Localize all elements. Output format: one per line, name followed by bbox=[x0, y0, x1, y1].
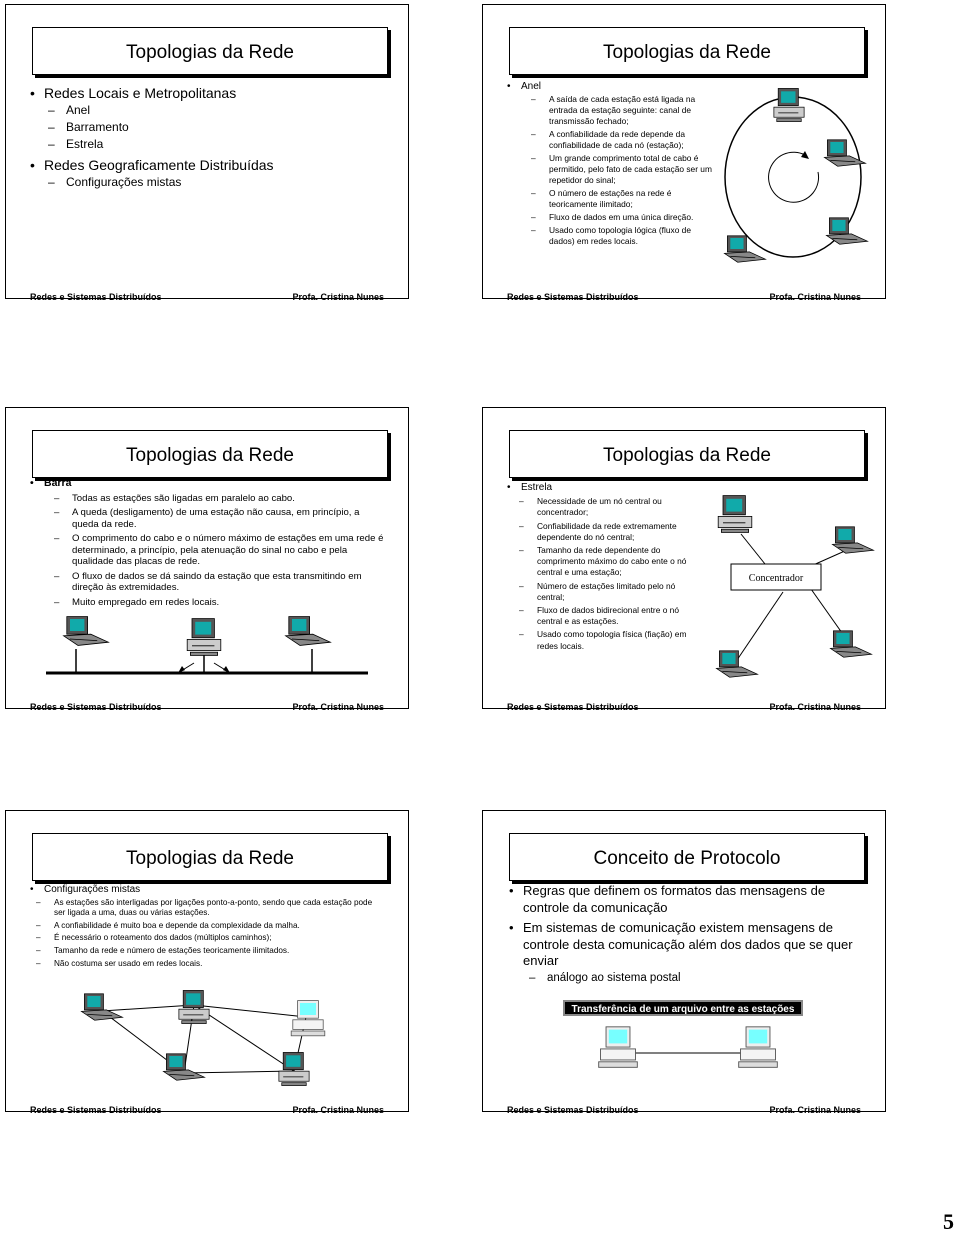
star-station-top-left bbox=[718, 496, 752, 533]
mesh-station-2 bbox=[179, 990, 209, 1023]
transfer-banner-text: Transferência de um arquivo entre as estações bbox=[571, 1004, 795, 1015]
footer-course: Redes e Sistemas Distribuídos bbox=[507, 292, 639, 302]
sub-bullet-item: – Estrela bbox=[46, 136, 396, 153]
slide-title: Topologias da Rede bbox=[509, 27, 865, 75]
footer-author: Profa. Cristina Nunes bbox=[292, 292, 384, 302]
transfer-banner bbox=[563, 1000, 803, 1016]
mesh-station-5 bbox=[279, 1052, 309, 1085]
slide-1-content bbox=[26, 85, 396, 191]
slide-5-content bbox=[26, 885, 382, 969]
mesh-station-1 bbox=[81, 994, 122, 1020]
slide-1 bbox=[5, 4, 409, 302]
mesh-diagram bbox=[76, 989, 346, 1089]
ring-diagram bbox=[713, 87, 883, 267]
sub-bullet-item: – O fluxo de dados se dá saindo da estação que esta transmitindo em direção às extremidades. bbox=[52, 571, 384, 594]
bus-diagram bbox=[36, 613, 376, 683]
bullet-heading: • Estrela bbox=[503, 482, 703, 493]
sub-bullet-item: – É necessário o roteamento dos dados (múltiplos caminhos); bbox=[34, 933, 382, 944]
footer-course: Redes e Sistemas Distribuídos bbox=[30, 1105, 162, 1115]
sub-bullet-item: – Configurações mistas bbox=[46, 174, 396, 191]
bullet-item: • Redes Locais e Metropolitanas bbox=[26, 85, 396, 102]
bullet-item: • Redes Geograficamente Distribuídas bbox=[26, 157, 396, 174]
bus-station-center bbox=[187, 619, 221, 656]
mesh-station-3 bbox=[291, 1001, 325, 1036]
sub-bullet-item: – Não costuma ser usado em redes locais. bbox=[34, 959, 382, 970]
slide-title: Conceito de Protocolo bbox=[509, 833, 865, 881]
slide-title: Topologias da Rede bbox=[32, 430, 388, 478]
star-station-right-lower bbox=[830, 631, 871, 657]
sub-bullet-item: – A queda (desligamento) de uma estação não causa, em princípio, a queda da rede. bbox=[52, 507, 384, 530]
slide-6-content bbox=[505, 883, 865, 986]
sub-bullet-item: – Barramento bbox=[46, 119, 396, 136]
slide-5 bbox=[5, 810, 409, 1115]
slide-2-content bbox=[503, 81, 718, 247]
bullet-item: • Em sistemas de comunicação existem mensagens de controle desta comunicação além dos dados que se quer enviar bbox=[505, 920, 865, 970]
hub-label: Concentrador bbox=[748, 573, 804, 584]
slide-title: Topologias da Rede bbox=[509, 430, 865, 478]
slide-6 bbox=[482, 810, 886, 1115]
sub-bullet-item: – A confiabilidade da rede depende da confiabilidade de cada nó (estação); bbox=[529, 129, 718, 151]
transfer-station-left bbox=[599, 1027, 638, 1067]
slide-3 bbox=[5, 407, 409, 712]
star-station-right-upper bbox=[832, 527, 873, 553]
sub-bullet-item: – Confiabilidade da rede extremamente dependente do nó central; bbox=[517, 521, 703, 543]
sub-bullet-item: – Usado como topologia física (fiação) em redes locais. bbox=[517, 629, 703, 651]
slide-3-content bbox=[26, 478, 384, 608]
slide-4 bbox=[482, 407, 886, 712]
sub-bullet-item: – As estações são interligadas por ligações ponto-a-ponto, sendo que cada estação pode ser ligada a uma, duas ou várias estações. bbox=[34, 898, 382, 919]
footer-course: Redes e Sistemas Distribuídos bbox=[30, 702, 162, 712]
ring-station-right-lower bbox=[826, 218, 867, 244]
sub-bullet-item: – Fluxo de dados em uma única direção. bbox=[529, 212, 718, 223]
sub-bullet-item: – Anel bbox=[46, 102, 396, 119]
bus-station-right bbox=[286, 617, 331, 646]
sub-bullet-item: – O comprimento do cabo e o número máximo de estações em uma rede é determinado, a princípio, pela atenuação do sinal no cabo e pela qualidade das placas de rede. bbox=[52, 533, 384, 568]
sub-bullet-item: – Um grande comprimento total de cabo é permitido, pelo fato de cada estação ser um repetidor do sinal; bbox=[529, 153, 718, 186]
star-station-bottom-left bbox=[716, 651, 757, 677]
sub-bullet-item: – Necessidade de um nó central ou concentrador; bbox=[517, 496, 703, 518]
sub-bullet-item: – Tamanho da rede e número de estações teoricamente ilimitados. bbox=[34, 946, 382, 957]
mesh-station-4 bbox=[163, 1054, 204, 1080]
sub-bullet-item: – Usado como topologia lógica (fluxo de dados) em redes locais. bbox=[529, 225, 718, 247]
sub-bullet-item: – Muito empregado em redes locais. bbox=[52, 597, 384, 609]
slide-title: Topologias da Rede bbox=[32, 833, 388, 881]
footer-author: Profa. Cristina Nunes bbox=[769, 702, 861, 712]
footer-author: Profa. Cristina Nunes bbox=[769, 1105, 861, 1115]
transfer-diagram bbox=[593, 1023, 783, 1075]
ring-station-right-upper bbox=[824, 140, 865, 166]
footer-course: Redes e Sistemas Distribuídos bbox=[507, 702, 639, 712]
star-diagram bbox=[701, 494, 883, 684]
bullet-heading: • Barra bbox=[26, 478, 384, 490]
bus-station-left bbox=[64, 617, 109, 646]
sub-bullet-item: – análogo ao sistema postal bbox=[527, 970, 865, 987]
bullet-heading: • Anel bbox=[503, 81, 718, 92]
sub-bullet-item: – O número de estações na rede é teoricamente ilimitado; bbox=[529, 188, 718, 210]
page-number: 5 bbox=[943, 1209, 954, 1234]
slide-4-content bbox=[503, 482, 703, 652]
sub-bullet-item: – Tamanho da rede dependente do comprimento máximo do cabo ente o nó central e uma estação; bbox=[517, 545, 703, 579]
bullet-item: • Regras que definem os formatos das mensagens de controle da comunicação bbox=[505, 883, 865, 916]
bullet-heading: • Configurações mistas bbox=[26, 885, 382, 896]
footer-course: Redes e Sistemas Distribuídos bbox=[507, 1105, 639, 1115]
ring-station-top bbox=[774, 88, 804, 121]
footer-author: Profa. Cristina Nunes bbox=[769, 292, 861, 302]
sub-bullet-item: – Todas as estações são ligadas em paralelo ao cabo. bbox=[52, 493, 384, 505]
footer-course: Redes e Sistemas Distribuídos bbox=[30, 292, 162, 302]
sub-bullet-item: – A confiabilidade é muito boa e depende da complexidade da malha. bbox=[34, 921, 382, 932]
sub-bullet-item: – A saída de cada estação está ligada na entrada da estação seguinte: canal de transmissão fechado; bbox=[529, 94, 718, 127]
ring-station-bottom bbox=[724, 236, 765, 262]
sub-bullet-item: – Número de estações limitado pelo nó central; bbox=[517, 581, 703, 603]
footer-author: Profa. Cristina Nunes bbox=[292, 1105, 384, 1115]
slide-2 bbox=[482, 4, 886, 302]
transfer-station-right bbox=[739, 1027, 778, 1067]
slide-title: Topologias da Rede bbox=[32, 27, 388, 75]
sub-bullet-item: – Fluxo de dados bidirecional entre o nó central e as estações. bbox=[517, 605, 703, 627]
footer-author: Profa. Cristina Nunes bbox=[292, 702, 384, 712]
